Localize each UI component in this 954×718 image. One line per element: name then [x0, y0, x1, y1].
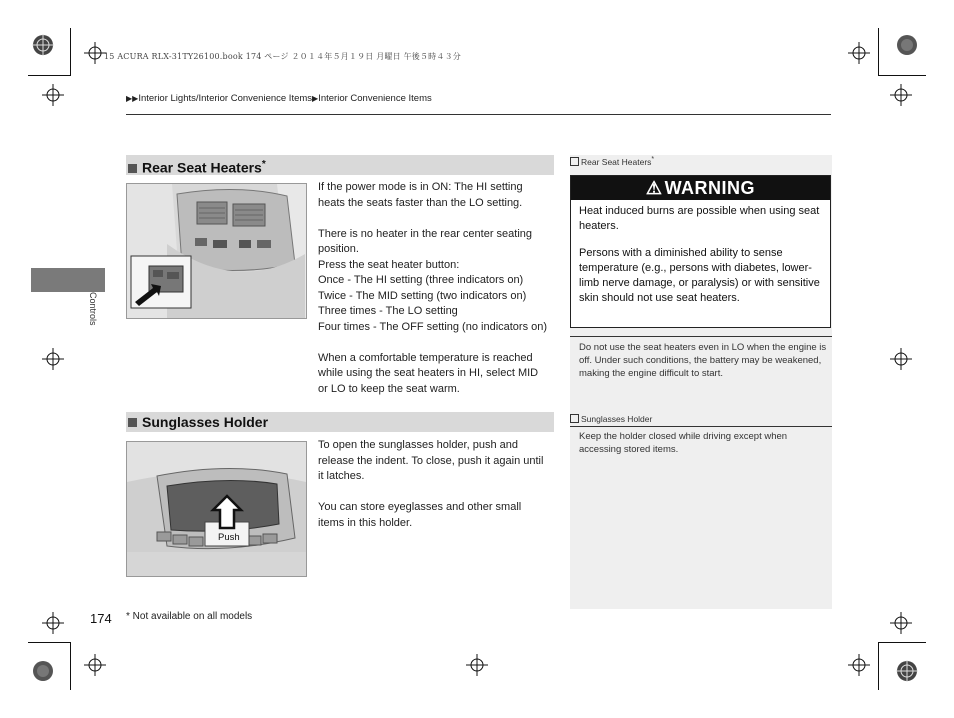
body-line: position. [318, 243, 359, 255]
chapter-tab[interactable] [31, 268, 105, 292]
body-line: If the power mode is in ON: The HI setting [318, 181, 523, 193]
header-rule [126, 114, 831, 115]
breadcrumb-arrow-icon: ▶ [312, 94, 319, 103]
note-title-sunglasses-holder [570, 414, 652, 424]
note-footnote-mark: * [651, 156, 655, 163]
crosshair-icon [890, 348, 912, 370]
body-line: There is no heater in the rear center seating [318, 227, 533, 240]
warning-paragraph: Heat induced burns are possible when using seat heaters. [579, 205, 820, 232]
crosshair-icon [890, 612, 912, 634]
crosshair-icon [84, 42, 106, 64]
body-line: or LO to keep the seat warm. [318, 382, 460, 395]
crosshair-icon [466, 654, 488, 676]
crosshair-icon [84, 654, 106, 676]
body-line: Four times - The OFF setting (no indicators on) [318, 320, 548, 333]
body-line: Press the seat heater button: [318, 258, 460, 271]
note-ref-icon [570, 157, 579, 166]
warning-box [570, 175, 831, 328]
book-info-line: 15 ACURA RLX-31TY26100.book 174 ページ ２０１４年５月１９日 月曜日 午後５時４３分 [104, 52, 461, 61]
registration-target-icon [896, 34, 918, 56]
footnote: * Not available on all models [126, 611, 253, 622]
body-line: Once - The HI setting (three indicators on) [318, 274, 524, 286]
registration-target-icon [32, 660, 54, 682]
warning-header [571, 176, 830, 200]
body-line: Three times - The LO setting [318, 305, 458, 317]
registration-target-icon [896, 660, 918, 682]
breadcrumb-current: Interior Convenience Items [318, 93, 432, 104]
crosshair-icon [42, 612, 64, 634]
breadcrumb-arrow-icon: ▶▶ [126, 94, 139, 103]
body-line: release the indent. To close, push it again until [318, 454, 544, 467]
body-line: You can store eyeglasses and other small [318, 501, 522, 513]
chapter-tab-label: Controls [88, 292, 98, 326]
note-title-text: Rear Seat Heaters [581, 156, 652, 167]
body-line: When a comfortable temperature is reached [318, 351, 533, 364]
warning-label: WARNING [664, 178, 756, 198]
warning-paragraph: Persons with a diminished ability to sense temperature (e.g., persons with diabetes, lower-limb nerve damage, or paralysis) or with sensitive skin should not use seat heaters. [579, 247, 820, 304]
crosshair-icon [848, 42, 870, 64]
rear-seat-note-text: Do not use the seat heaters even in LO when the engine is off. Under such conditions, the battery may be weakened, making the engine difficult to start. [579, 342, 827, 379]
warning-body [571, 200, 830, 306]
crosshair-icon [848, 654, 870, 676]
section-heading-text: Sunglasses Holder [142, 414, 269, 430]
section-heading-text: Rear Seat Heaters [142, 159, 262, 176]
crosshair-icon [42, 348, 64, 370]
crosshair-icon [890, 84, 912, 106]
note-ref-icon [570, 414, 579, 423]
sunglasses-holder-illustration [126, 441, 307, 577]
body-line: items in this holder. [318, 516, 413, 529]
note-divider [570, 336, 832, 337]
rear-seat-heaters-text [318, 180, 547, 397]
warning-triangle-icon: ⚠ [645, 178, 663, 198]
heading-square-icon [128, 418, 137, 427]
note-title-text: Sunglasses Holder [581, 414, 653, 424]
note-divider [570, 426, 832, 427]
body-line: Twice - The MID setting (two indicators on) [318, 289, 527, 302]
rear-seat-heater-illustration [126, 183, 307, 319]
breadcrumb-link[interactable]: Interior Lights/Interior Convenience Items [138, 93, 313, 104]
body-line: heats the seats faster than the LO setting. [318, 196, 523, 209]
section-heading-rear-seat-heaters [126, 155, 554, 175]
heading-footnote-mark: * [261, 159, 266, 170]
body-line: while using the seat heaters in HI, select MID [318, 367, 539, 379]
body-line: it latches. [318, 470, 365, 482]
section-heading-sunglasses-holder [126, 412, 554, 432]
crosshair-icon [42, 84, 64, 106]
sunglasses-note-text: Keep the holder closed while driving except when accessing stored items. [579, 431, 788, 455]
push-label: Push [218, 532, 240, 543]
registration-target-icon [32, 34, 54, 56]
note-title-rear-seat-heaters [570, 156, 654, 167]
breadcrumb [126, 93, 432, 104]
sunglasses-holder-text [318, 438, 543, 531]
page-number: 174 [90, 611, 112, 626]
heading-square-icon [128, 164, 137, 173]
body-line: To open the sunglasses holder, push and [318, 439, 518, 451]
